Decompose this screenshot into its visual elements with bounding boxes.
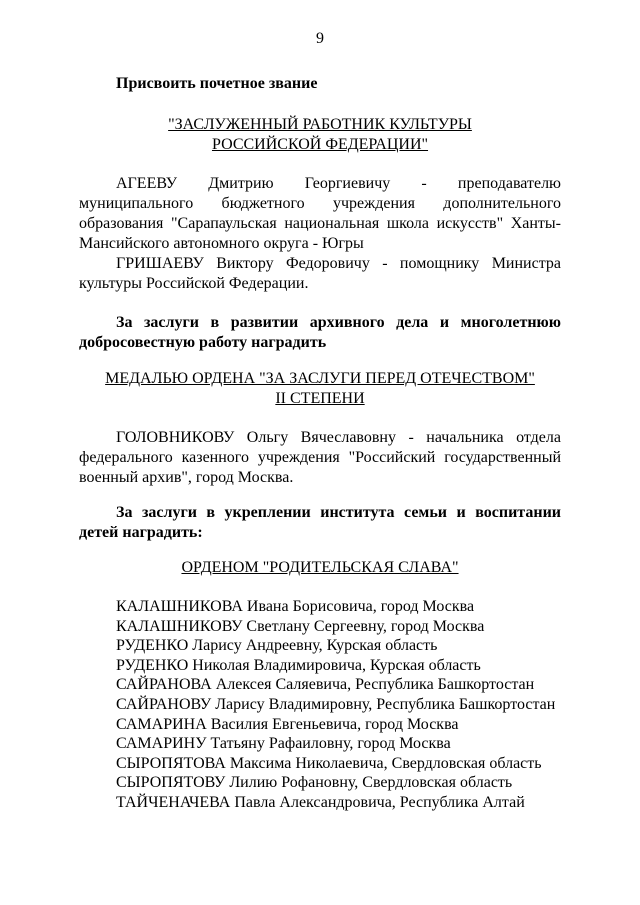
list-item: СЫРОПЯТОВУ Лилию Рофановну, Свердловская область bbox=[116, 774, 513, 792]
list-item: САМАРИНУ Татьяну Рафаиловну, город Москва bbox=[116, 735, 451, 753]
text-line: ГРИШАЕВУ Виктору Федоровичу - помощнику Министра bbox=[116, 255, 561, 272]
list-item: РУДЕНКО Ларису Андреевну, Курская область bbox=[116, 637, 438, 655]
page-number: 9 bbox=[316, 30, 324, 47]
section2-title-line2: II СТЕПЕНИ bbox=[275, 390, 365, 407]
text-line: муниципального бюджетного учреждения дополнительного bbox=[79, 195, 561, 212]
text-line: федерального казенного учреждения "Российский государственный bbox=[79, 449, 561, 466]
list-item: РУДЕНКО Николая Владимировича, Курская область bbox=[116, 656, 481, 674]
list-item: ТАЙЧЕНАЧЕВА Павла Александровича, Республика Алтай bbox=[116, 793, 525, 811]
section1-title-line1: "ЗАСЛУЖЕННЫЙ РАБОТНИК КУЛЬТУРЫ bbox=[168, 116, 472, 133]
text-line: образования "Сарапаульская национальная школа искусств" Ханты- bbox=[79, 215, 561, 232]
text-line: За заслуги в укреплении института семьи и воспитании bbox=[116, 504, 561, 521]
recipient-list bbox=[116, 597, 555, 813]
text-line: добросовестную работу наградить bbox=[79, 334, 327, 351]
text-line: Мансийского автономного округа - Югры bbox=[79, 235, 364, 252]
list-item: СЫРОПЯТОВА Максима Николаевича, Свердловская область bbox=[116, 754, 542, 772]
text-line: АГЕЕВУ Дмитрию Георгиевичу - преподавателю bbox=[116, 175, 561, 192]
list-item: САЙРАНОВУ Ларису Владимировну, Республика Башкортостан bbox=[116, 695, 556, 713]
text-line: детей наградить: bbox=[79, 524, 203, 541]
text-line: За заслуги в развитии архивного дела и многолетнюю bbox=[116, 314, 561, 331]
list-item: САМАРИНА Василия Евгеньевича, город Москва bbox=[116, 715, 459, 733]
section1-paragraph-ageev bbox=[79, 174, 561, 254]
list-item: КАЛАШНИКОВА Ивана Борисовича, город Москва bbox=[116, 598, 475, 615]
section3-intro bbox=[79, 503, 561, 543]
text-line: ГОЛОВНИКОВУ Ольгу Вячеславовну - начальника отдела bbox=[116, 429, 561, 446]
section3-title: ОРДЕНОМ "РОДИТЕЛЬСКАЯ СЛАВА" bbox=[181, 559, 459, 576]
section1-paragraph-grishaev bbox=[79, 254, 561, 294]
list-item: САЙРАНОВА Алексея Саляевича, Республика Башкортостан bbox=[116, 676, 535, 694]
section1-intro: Присвоить почетное звание bbox=[116, 75, 318, 92]
section2-paragraph-golovnikova bbox=[79, 428, 561, 488]
section2-intro bbox=[79, 313, 561, 353]
text-line: военный архив", город Москва. bbox=[79, 469, 294, 486]
section1-title-line2: РОССИЙСКОЙ ФЕДЕРАЦИИ" bbox=[211, 136, 429, 153]
section2-title-line1: МЕДАЛЬЮ ОРДЕНА "ЗА ЗАСЛУГИ ПЕРЕД ОТЕЧЕСТВОМ" bbox=[105, 370, 535, 387]
list-item: КАЛАШНИКОВУ Светлану Сергеевну, город Москва bbox=[116, 617, 485, 635]
text-line: культуры Российской Федерации. bbox=[79, 275, 309, 292]
